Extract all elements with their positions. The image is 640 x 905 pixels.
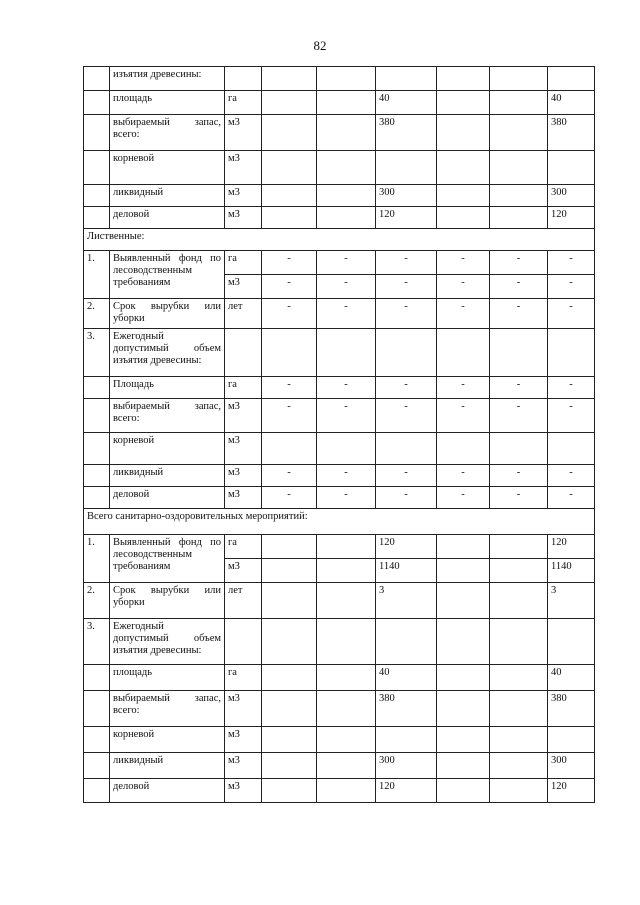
unit-cell: м3 xyxy=(225,779,262,803)
row-number xyxy=(84,433,110,465)
value-cell xyxy=(317,665,376,691)
value-cell: - xyxy=(317,399,376,433)
row-number: 2. xyxy=(84,299,110,329)
value-cell xyxy=(437,207,490,229)
table-row xyxy=(84,535,595,559)
table-row xyxy=(84,91,595,115)
value-cell xyxy=(262,207,317,229)
row-number xyxy=(84,399,110,433)
value-cell: - xyxy=(262,275,317,299)
row-number xyxy=(84,115,110,151)
value-cell: - xyxy=(490,399,548,433)
value-cell xyxy=(437,753,490,779)
row-number xyxy=(84,779,110,803)
table-row xyxy=(84,67,595,91)
value-cell xyxy=(262,151,317,185)
unit-cell: лет xyxy=(225,583,262,619)
row-label: корневой xyxy=(110,727,225,753)
row-label: ликвидный xyxy=(110,753,225,779)
value-cell: - xyxy=(490,377,548,399)
value-cell: - xyxy=(548,251,595,275)
value-cell: 380 xyxy=(376,115,437,151)
row-number: 3. xyxy=(84,619,110,665)
unit-cell: га xyxy=(225,377,262,399)
unit-cell: м3 xyxy=(225,465,262,487)
row-number xyxy=(84,465,110,487)
row-label: ликвидный xyxy=(110,185,225,207)
row-label: площадь xyxy=(110,665,225,691)
row-number xyxy=(84,727,110,753)
value-cell xyxy=(548,433,595,465)
value-cell xyxy=(437,185,490,207)
value-cell: 120 xyxy=(548,207,595,229)
value-cell xyxy=(437,727,490,753)
value-cell: - xyxy=(376,465,437,487)
table-row xyxy=(84,399,595,433)
value-cell: - xyxy=(548,299,595,329)
value-cell xyxy=(376,151,437,185)
table-row xyxy=(84,509,595,535)
row-label: деловой xyxy=(110,487,225,509)
value-cell: 1140 xyxy=(548,559,595,583)
value-cell xyxy=(437,779,490,803)
value-cell xyxy=(437,151,490,185)
unit-cell: м3 xyxy=(225,185,262,207)
value-cell xyxy=(437,665,490,691)
value-cell xyxy=(437,329,490,377)
table-row xyxy=(84,753,595,779)
unit-cell: м3 xyxy=(225,207,262,229)
value-cell xyxy=(490,583,548,619)
value-cell: - xyxy=(548,275,595,299)
value-cell: - xyxy=(317,275,376,299)
value-cell xyxy=(317,619,376,665)
row-label: Ежегодный допустимый объем изъятия древесины: xyxy=(110,619,225,665)
row-number xyxy=(84,691,110,727)
value-cell: 120 xyxy=(548,779,595,803)
value-cell xyxy=(317,691,376,727)
unit-cell: м3 xyxy=(225,275,262,299)
value-cell: - xyxy=(262,399,317,433)
unit-cell: м3 xyxy=(225,399,262,433)
value-cell xyxy=(490,185,548,207)
value-cell xyxy=(262,67,317,91)
value-cell xyxy=(490,329,548,377)
row-label: площадь xyxy=(110,91,225,115)
value-cell: - xyxy=(437,377,490,399)
page-number: 82 xyxy=(313,38,327,53)
value-cell xyxy=(548,329,595,377)
value-cell xyxy=(262,753,317,779)
value-cell xyxy=(262,779,317,803)
row-number xyxy=(84,487,110,509)
value-cell: - xyxy=(317,377,376,399)
row-label: ликвидный xyxy=(110,465,225,487)
value-cell xyxy=(490,691,548,727)
value-cell xyxy=(262,91,317,115)
table-row xyxy=(84,465,595,487)
value-cell: - xyxy=(548,377,595,399)
table-row xyxy=(84,229,595,251)
value-cell: - xyxy=(376,275,437,299)
value-cell xyxy=(376,329,437,377)
value-cell: 380 xyxy=(376,691,437,727)
value-cell: - xyxy=(437,299,490,329)
value-cell xyxy=(317,535,376,559)
unit-cell: м3 xyxy=(225,433,262,465)
row-number: 1. xyxy=(84,251,110,299)
value-cell xyxy=(262,691,317,727)
row-label: Срок вырубки или уборки xyxy=(110,583,225,619)
table-row xyxy=(84,583,595,619)
value-cell: 120 xyxy=(376,779,437,803)
value-cell xyxy=(317,207,376,229)
row-label: выбираемый запас, всего: xyxy=(110,399,225,433)
value-cell xyxy=(262,115,317,151)
value-cell: - xyxy=(490,465,548,487)
value-cell xyxy=(262,535,317,559)
value-cell xyxy=(262,665,317,691)
value-cell: 3 xyxy=(548,583,595,619)
value-cell xyxy=(490,151,548,185)
value-cell: - xyxy=(437,487,490,509)
value-cell: - xyxy=(262,251,317,275)
value-cell xyxy=(548,619,595,665)
value-cell xyxy=(437,91,490,115)
value-cell xyxy=(317,753,376,779)
value-cell xyxy=(437,559,490,583)
value-cell: 120 xyxy=(376,207,437,229)
value-cell xyxy=(490,753,548,779)
value-cell xyxy=(317,151,376,185)
unit-cell: м3 xyxy=(225,115,262,151)
value-cell xyxy=(490,559,548,583)
value-cell xyxy=(262,583,317,619)
value-cell xyxy=(548,727,595,753)
table-row xyxy=(84,691,595,727)
table-row xyxy=(84,433,595,465)
value-cell: - xyxy=(376,377,437,399)
value-cell: - xyxy=(317,251,376,275)
row-label: корневой xyxy=(110,433,225,465)
row-label: Выявленный фонд по лесоводственным требованиям xyxy=(110,251,225,299)
table-row xyxy=(84,115,595,151)
row-label: Площадь xyxy=(110,377,225,399)
table-row xyxy=(84,185,595,207)
table-row xyxy=(84,665,595,691)
value-cell: - xyxy=(317,299,376,329)
table-row xyxy=(84,251,595,275)
value-cell: 300 xyxy=(376,185,437,207)
value-cell: - xyxy=(490,275,548,299)
value-cell: - xyxy=(262,299,317,329)
value-cell: - xyxy=(317,487,376,509)
row-number xyxy=(84,753,110,779)
value-cell: - xyxy=(437,251,490,275)
value-cell: - xyxy=(262,465,317,487)
unit-cell: га xyxy=(225,251,262,275)
row-number xyxy=(84,185,110,207)
value-cell xyxy=(317,185,376,207)
value-cell: 40 xyxy=(376,665,437,691)
row-number xyxy=(84,665,110,691)
value-cell xyxy=(262,185,317,207)
value-cell: 120 xyxy=(376,535,437,559)
value-cell xyxy=(490,665,548,691)
value-cell: - xyxy=(490,251,548,275)
value-cell: - xyxy=(490,487,548,509)
value-cell: - xyxy=(548,487,595,509)
table-row xyxy=(84,727,595,753)
value-cell xyxy=(490,67,548,91)
value-cell: 380 xyxy=(548,115,595,151)
value-cell: 40 xyxy=(548,91,595,115)
value-cell xyxy=(490,207,548,229)
value-cell xyxy=(437,535,490,559)
row-label: Срок вырубки или уборки xyxy=(110,299,225,329)
unit-cell: м3 xyxy=(225,487,262,509)
value-cell xyxy=(376,67,437,91)
row-label: изъятия древесины: xyxy=(110,67,225,91)
value-cell xyxy=(437,583,490,619)
value-cell xyxy=(490,433,548,465)
value-cell: 380 xyxy=(548,691,595,727)
value-cell xyxy=(376,727,437,753)
value-cell xyxy=(548,67,595,91)
value-cell: 1140 xyxy=(376,559,437,583)
value-cell: 300 xyxy=(376,753,437,779)
row-number xyxy=(84,207,110,229)
row-label: деловой xyxy=(110,207,225,229)
value-cell: - xyxy=(262,487,317,509)
value-cell xyxy=(490,619,548,665)
value-cell: - xyxy=(262,377,317,399)
value-cell: - xyxy=(317,465,376,487)
row-number: 1. xyxy=(84,535,110,583)
value-cell xyxy=(317,67,376,91)
value-cell xyxy=(317,583,376,619)
value-cell: 300 xyxy=(548,753,595,779)
value-cell: - xyxy=(548,399,595,433)
row-number: 2. xyxy=(84,583,110,619)
value-cell xyxy=(317,433,376,465)
value-cell xyxy=(548,151,595,185)
value-cell xyxy=(262,619,317,665)
value-cell: - xyxy=(548,465,595,487)
value-cell xyxy=(317,559,376,583)
value-cell xyxy=(317,115,376,151)
unit-cell: м3 xyxy=(225,559,262,583)
row-label: выбираемый запас, всего: xyxy=(110,115,225,151)
row-label: выбираемый запас, всего: xyxy=(110,691,225,727)
value-cell: - xyxy=(376,299,437,329)
table-row xyxy=(84,377,595,399)
value-cell xyxy=(317,779,376,803)
table-row xyxy=(84,779,595,803)
unit-cell: м3 xyxy=(225,691,262,727)
section-heading: Всего санитарно-оздоровительных мероприятий: xyxy=(84,509,595,535)
value-cell xyxy=(317,329,376,377)
value-cell xyxy=(437,691,490,727)
value-cell: - xyxy=(376,487,437,509)
value-cell xyxy=(317,727,376,753)
unit-cell: м3 xyxy=(225,727,262,753)
unit-cell xyxy=(225,329,262,377)
value-cell: - xyxy=(437,399,490,433)
table-row xyxy=(84,329,595,377)
value-cell xyxy=(490,535,548,559)
row-number xyxy=(84,151,110,185)
value-cell: - xyxy=(490,299,548,329)
unit-cell: га xyxy=(225,535,262,559)
value-cell xyxy=(437,433,490,465)
value-cell xyxy=(490,115,548,151)
value-cell: - xyxy=(376,251,437,275)
value-cell: 300 xyxy=(548,185,595,207)
row-label: деловой xyxy=(110,779,225,803)
value-cell xyxy=(490,91,548,115)
row-label: корневой xyxy=(110,151,225,185)
value-cell xyxy=(490,779,548,803)
value-cell xyxy=(262,727,317,753)
value-cell xyxy=(262,433,317,465)
value-cell xyxy=(437,67,490,91)
unit-cell: м3 xyxy=(225,151,262,185)
value-cell: 40 xyxy=(548,665,595,691)
row-number xyxy=(84,67,110,91)
value-cell: - xyxy=(437,275,490,299)
value-cell: 40 xyxy=(376,91,437,115)
value-cell xyxy=(262,559,317,583)
value-cell xyxy=(317,91,376,115)
unit-cell: га xyxy=(225,665,262,691)
row-number xyxy=(84,377,110,399)
row-number xyxy=(84,91,110,115)
table-row xyxy=(84,151,595,185)
value-cell: - xyxy=(376,399,437,433)
value-cell xyxy=(437,115,490,151)
row-label: Ежегодный допустимый объем изъятия древесины: xyxy=(110,329,225,377)
table-row xyxy=(84,299,595,329)
unit-cell xyxy=(225,67,262,91)
value-cell xyxy=(262,329,317,377)
unit-cell: га xyxy=(225,91,262,115)
section-heading: Лиственные: xyxy=(84,229,595,251)
table-row xyxy=(84,619,595,665)
row-label: Выявленный фонд по лесоводственным требованиям xyxy=(110,535,225,583)
unit-cell: м3 xyxy=(225,753,262,779)
value-cell xyxy=(376,433,437,465)
value-cell xyxy=(376,619,437,665)
unit-cell xyxy=(225,619,262,665)
value-cell: 3 xyxy=(376,583,437,619)
unit-cell: лет xyxy=(225,299,262,329)
value-cell: - xyxy=(437,465,490,487)
value-cell: 120 xyxy=(548,535,595,559)
table-row xyxy=(84,487,595,509)
value-cell xyxy=(437,619,490,665)
row-number: 3. xyxy=(84,329,110,377)
table-row xyxy=(84,207,595,229)
forest-measures-table xyxy=(83,66,595,803)
value-cell xyxy=(490,727,548,753)
